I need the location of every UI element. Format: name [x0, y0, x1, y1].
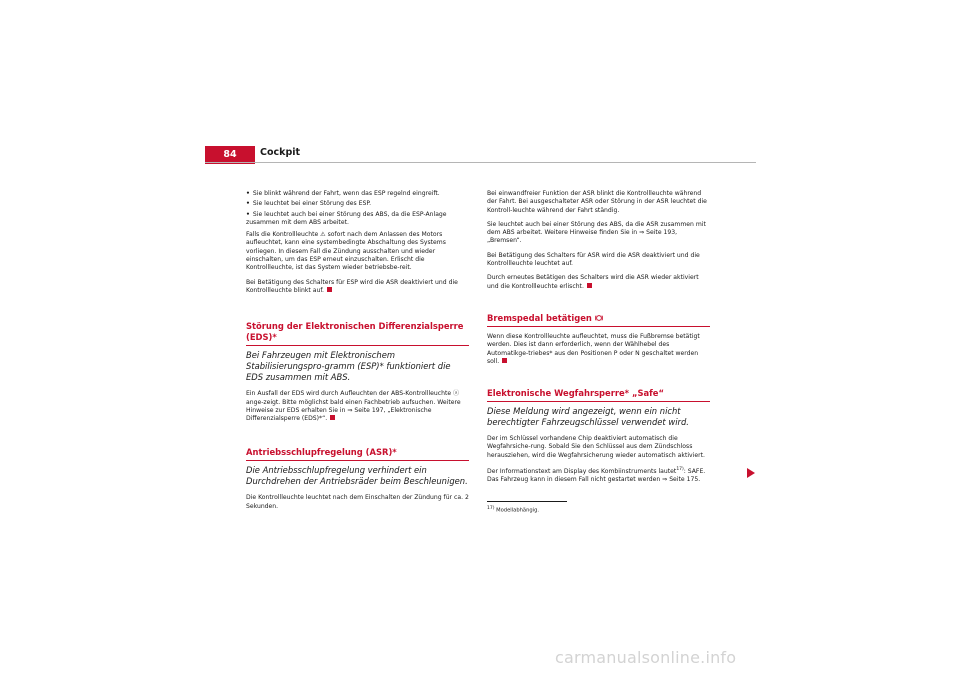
paragraph: Wenn diese Kontrollleuchte aufleuchtet, muss die Fußbremse betätigt werden. Dies ist dann erforderlich, wenn der Wählhebel des Automatikge-triebes* aus den Positionen P oder N geschaltet werden soll. [487, 332, 700, 365]
right-column [487, 190, 710, 514]
section-heading-eds: Störung der Elektronischen Differenzialsperre (EDS)* [246, 321, 469, 346]
paragraph: Falls die Kontrollleuchte ⚠ sofort nach dem Anlassen des Motors aufleuchtet, kann eine systembedingte Abschaltung des Systems vorliegen. In diesem Fall die Zündung ausschalten und wieder einschalten, um das ESP erneut einzuschalten. Erlischt die Kontrollleuchte, ist das System wieder betriebsbe-reit. [246, 231, 446, 272]
watermark: carmanualsonline.info [555, 648, 737, 667]
page-number: 84 [205, 146, 255, 164]
paragraph: Der im Schlüssel vorhandene Chip deaktiviert automatisch die Wegfahrsiche-rung. Sobald Sie den Schlüssel aus dem Zündschloss herausziehen, wird die Wegfahrsicherung wieder automatisch aktiviert. [487, 435, 705, 459]
bullet-item: • Sie leuchtet auch bei einer Störung des ABS, da die ESP-Anlage zusammen mit dem ABS arbeitet. [246, 210, 447, 226]
end-mark [330, 415, 335, 420]
paragraph: Der Informationstext am Display des Kombiinstruments lautet$^{17)}$: SAFE. Das Fahrzeug kann in diesem Fall nicht gestartet werden ⇒ Seite 175. [487, 467, 706, 484]
paragraph: Ein Ausfall der EDS wird durch Aufleuchten der ABS-Kontrollleuchte ⓐ ange-zeigt. Bitte möglichst bald einen Fachbetrieb aufsuchen. Weitere Hinweise zur EDS erhalten Sie in ⇒ Seite 197, „Elektronische Differenzialsperre (EDS)*“. [246, 390, 461, 423]
end-mark [587, 283, 592, 288]
section-lead: Die Antriebsschlupfregelung verhindert ein Durchdrehen der Antriebsräder beim Beschleunigen. [246, 465, 468, 487]
left-column [246, 190, 469, 517]
paragraph: Durch erneutes Betätigen des Schalters wird die ASR wieder aktiviert und die Kontrollleuchte erlischt. [487, 274, 699, 290]
section-lead: Diese Meldung wird angezeigt, wenn ein nicht berechtigter Fahrzeugschlüssel verwendet wird. [487, 406, 689, 428]
bullet-item: • Sie blinkt während der Fahrt, wenn das ESP regelnd eingreift. [246, 190, 440, 197]
brake-pedal-icon [595, 314, 603, 322]
section-lead: Bei Fahrzeugen mit Elektronischem Stabilisierungspro-gramm (ESP)* funktioniert die EDS zusammen mit ABS. [246, 350, 451, 383]
bullet-item: • Sie leuchtet bei einer Störung des ESP. [246, 200, 372, 208]
footnote-rule [487, 501, 567, 502]
footnote-ref: 17) [676, 467, 684, 473]
end-mark [327, 287, 332, 292]
end-mark [502, 358, 507, 363]
footnote: $^{17)}$ Modellabhängig. [487, 505, 540, 514]
paragraph: Die Kontrollleuchte leuchtet nach dem Einschalten der Zündung für ca. 2 Sekunden. [246, 494, 469, 510]
paragraph: Bei Betätigung des Schalters für ESP wird die ASR deaktiviert und die Kontrollleuchte blinkt auf. [246, 278, 458, 294]
paragraph: Sie leuchtet auch bei einer Störung des ABS, da die ASR zusammen mit dem ABS arbeitet. Weitere Hinweise finden Sie in ⇒ Seite 193, „Bremsen“. [487, 220, 706, 245]
running-head: Cockpit [260, 147, 301, 158]
paragraph: Bei Betätigung des Schalters für ASR wird die ASR deaktiviert und die Kontrollleuchte leuchtet auf. [487, 251, 700, 268]
header-rule [205, 162, 756, 163]
section-heading-asr: Antriebsschlupfregelung (ASR)* [246, 447, 469, 461]
section-heading-immobilizer: Elektronische Wegfahrsperre* „Safe“ [487, 388, 710, 402]
section-heading-brake: Bremspedal betätigen [487, 313, 710, 327]
paragraph: Bei einwandfreier Funktion der ASR blinkt die Kontrollleuchte während der Fahrt. Bei ausgeschalteter ASR oder Störung in der ASR leuchtet die Kontroll-leuchte während der Fahrt ständig. [487, 190, 707, 214]
next-page-arrow-icon [747, 468, 755, 478]
